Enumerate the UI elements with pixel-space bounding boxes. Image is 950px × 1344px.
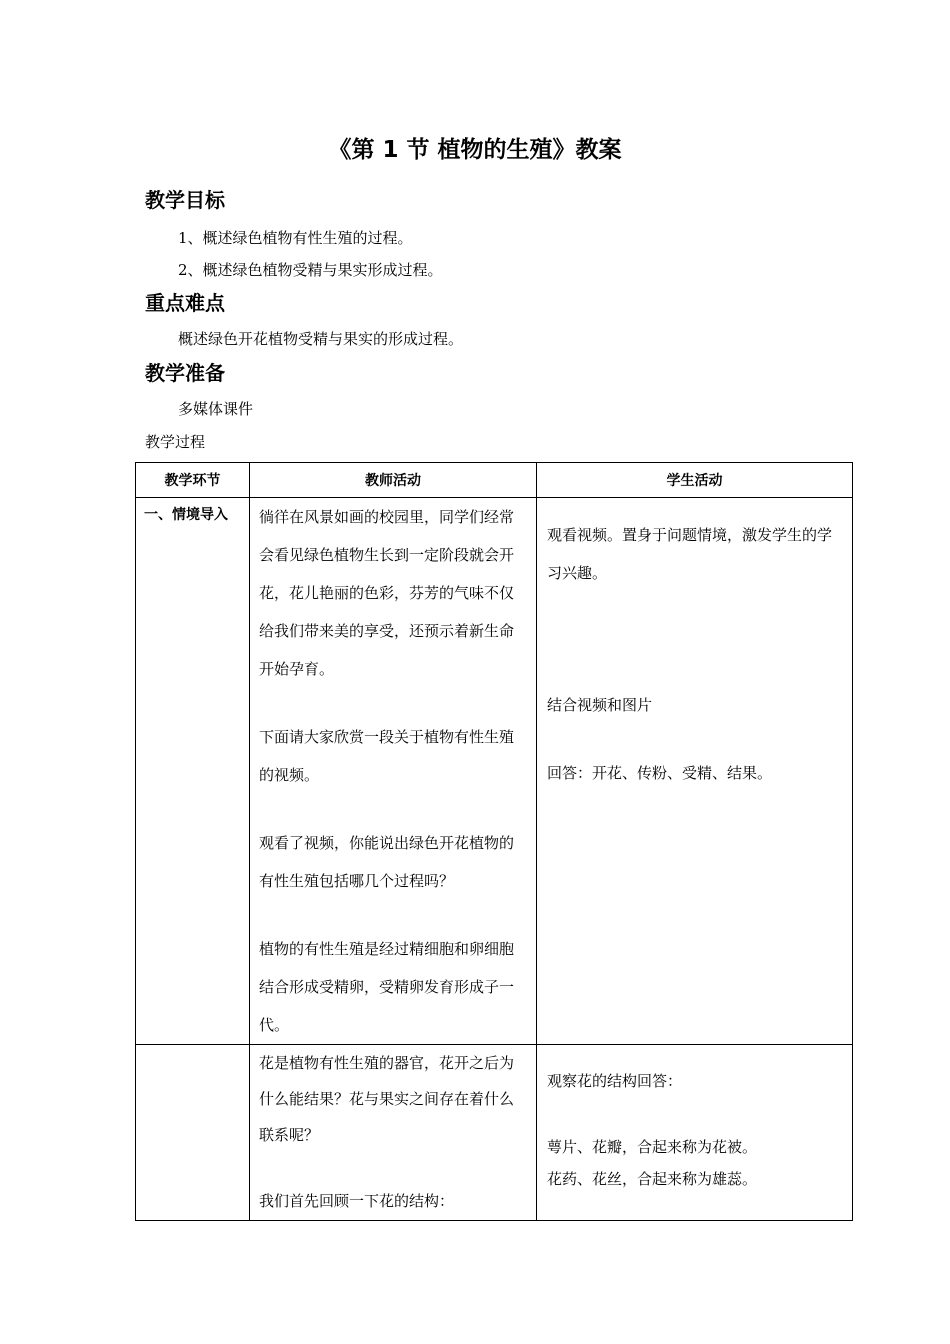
preparation-text: 多媒体课件	[178, 400, 254, 418]
teacher-paragraph: 植物的有性生殖是经过精细胞和卵细胞结合形成受精卵，受精卵发育形成子一代。	[259, 940, 515, 1034]
student-paragraph: 回答：开花、传粉、受精、结果。	[547, 764, 773, 782]
teacher-paragraph: 观看了视频，你能说出绿色开花植物的有性生殖包括哪几个过程吗？	[259, 834, 515, 890]
teacher-activity-cell	[250, 1045, 537, 1221]
objectives-heading: 教学目标	[145, 188, 225, 212]
stage-cell	[136, 1045, 250, 1221]
column-header-stage: 教学环节	[136, 463, 250, 498]
stage-label	[136, 1045, 249, 1051]
document-title: 《第 1 节 植物的生殖》教案	[328, 137, 622, 163]
objective-item-2: 2、概述绿色植物受精与果实形成过程。	[178, 261, 443, 279]
table-row	[136, 1045, 853, 1221]
column-header-student: 学生活动	[537, 463, 853, 498]
key-points-text: 概述绿色开花植物受精与果实的形成过程。	[178, 330, 464, 348]
stage-cell	[136, 498, 250, 1045]
teacher-paragraph: 花是植物有性生殖的器官，花开之后为什么能结果？花与果实之间存在着什么联系呢？	[259, 1054, 515, 1144]
table-row	[136, 498, 853, 1045]
student-paragraph: 萼片、花瓣，合起来称为花被。	[547, 1138, 758, 1156]
table-header-row	[136, 463, 853, 498]
teacher-paragraph: 徜徉在风景如画的校园里，同学们经常会看见绿色植物生长到一定阶段就会开花，花儿艳丽的色彩，芬芳的气味不仅给我们带来美的享受，还预示着新生命开始孕育。	[259, 508, 515, 678]
objective-item-1: 1、概述绿色植物有性生殖的过程。	[178, 229, 413, 247]
student-paragraph: 结合视频和图片	[547, 696, 653, 714]
column-header-teacher: 教师活动	[250, 463, 537, 498]
student-activity-cell	[537, 498, 853, 1045]
student-paragraph: 观察花的结构回答：	[547, 1072, 683, 1090]
student-activity-cell	[537, 1045, 853, 1221]
process-label: 教学过程	[145, 433, 206, 451]
teacher-paragraph: 我们首先回顾一下花的结构：	[259, 1192, 455, 1210]
preparation-heading: 教学准备	[145, 361, 225, 385]
stage-label: 一、情境导入	[144, 507, 228, 523]
teacher-activity-cell	[250, 498, 537, 1045]
teacher-paragraph: 下面请大家欣赏一段关于植物有性生殖的视频。	[259, 728, 515, 784]
student-paragraph: 观看视频。置身于问题情境，激发学生的学习兴趣。	[547, 526, 833, 582]
key-points-heading: 重点难点	[145, 291, 225, 315]
teaching-process-table	[135, 462, 853, 1221]
student-paragraph: 花药、花丝，合起来称为雄蕊。	[547, 1170, 758, 1188]
